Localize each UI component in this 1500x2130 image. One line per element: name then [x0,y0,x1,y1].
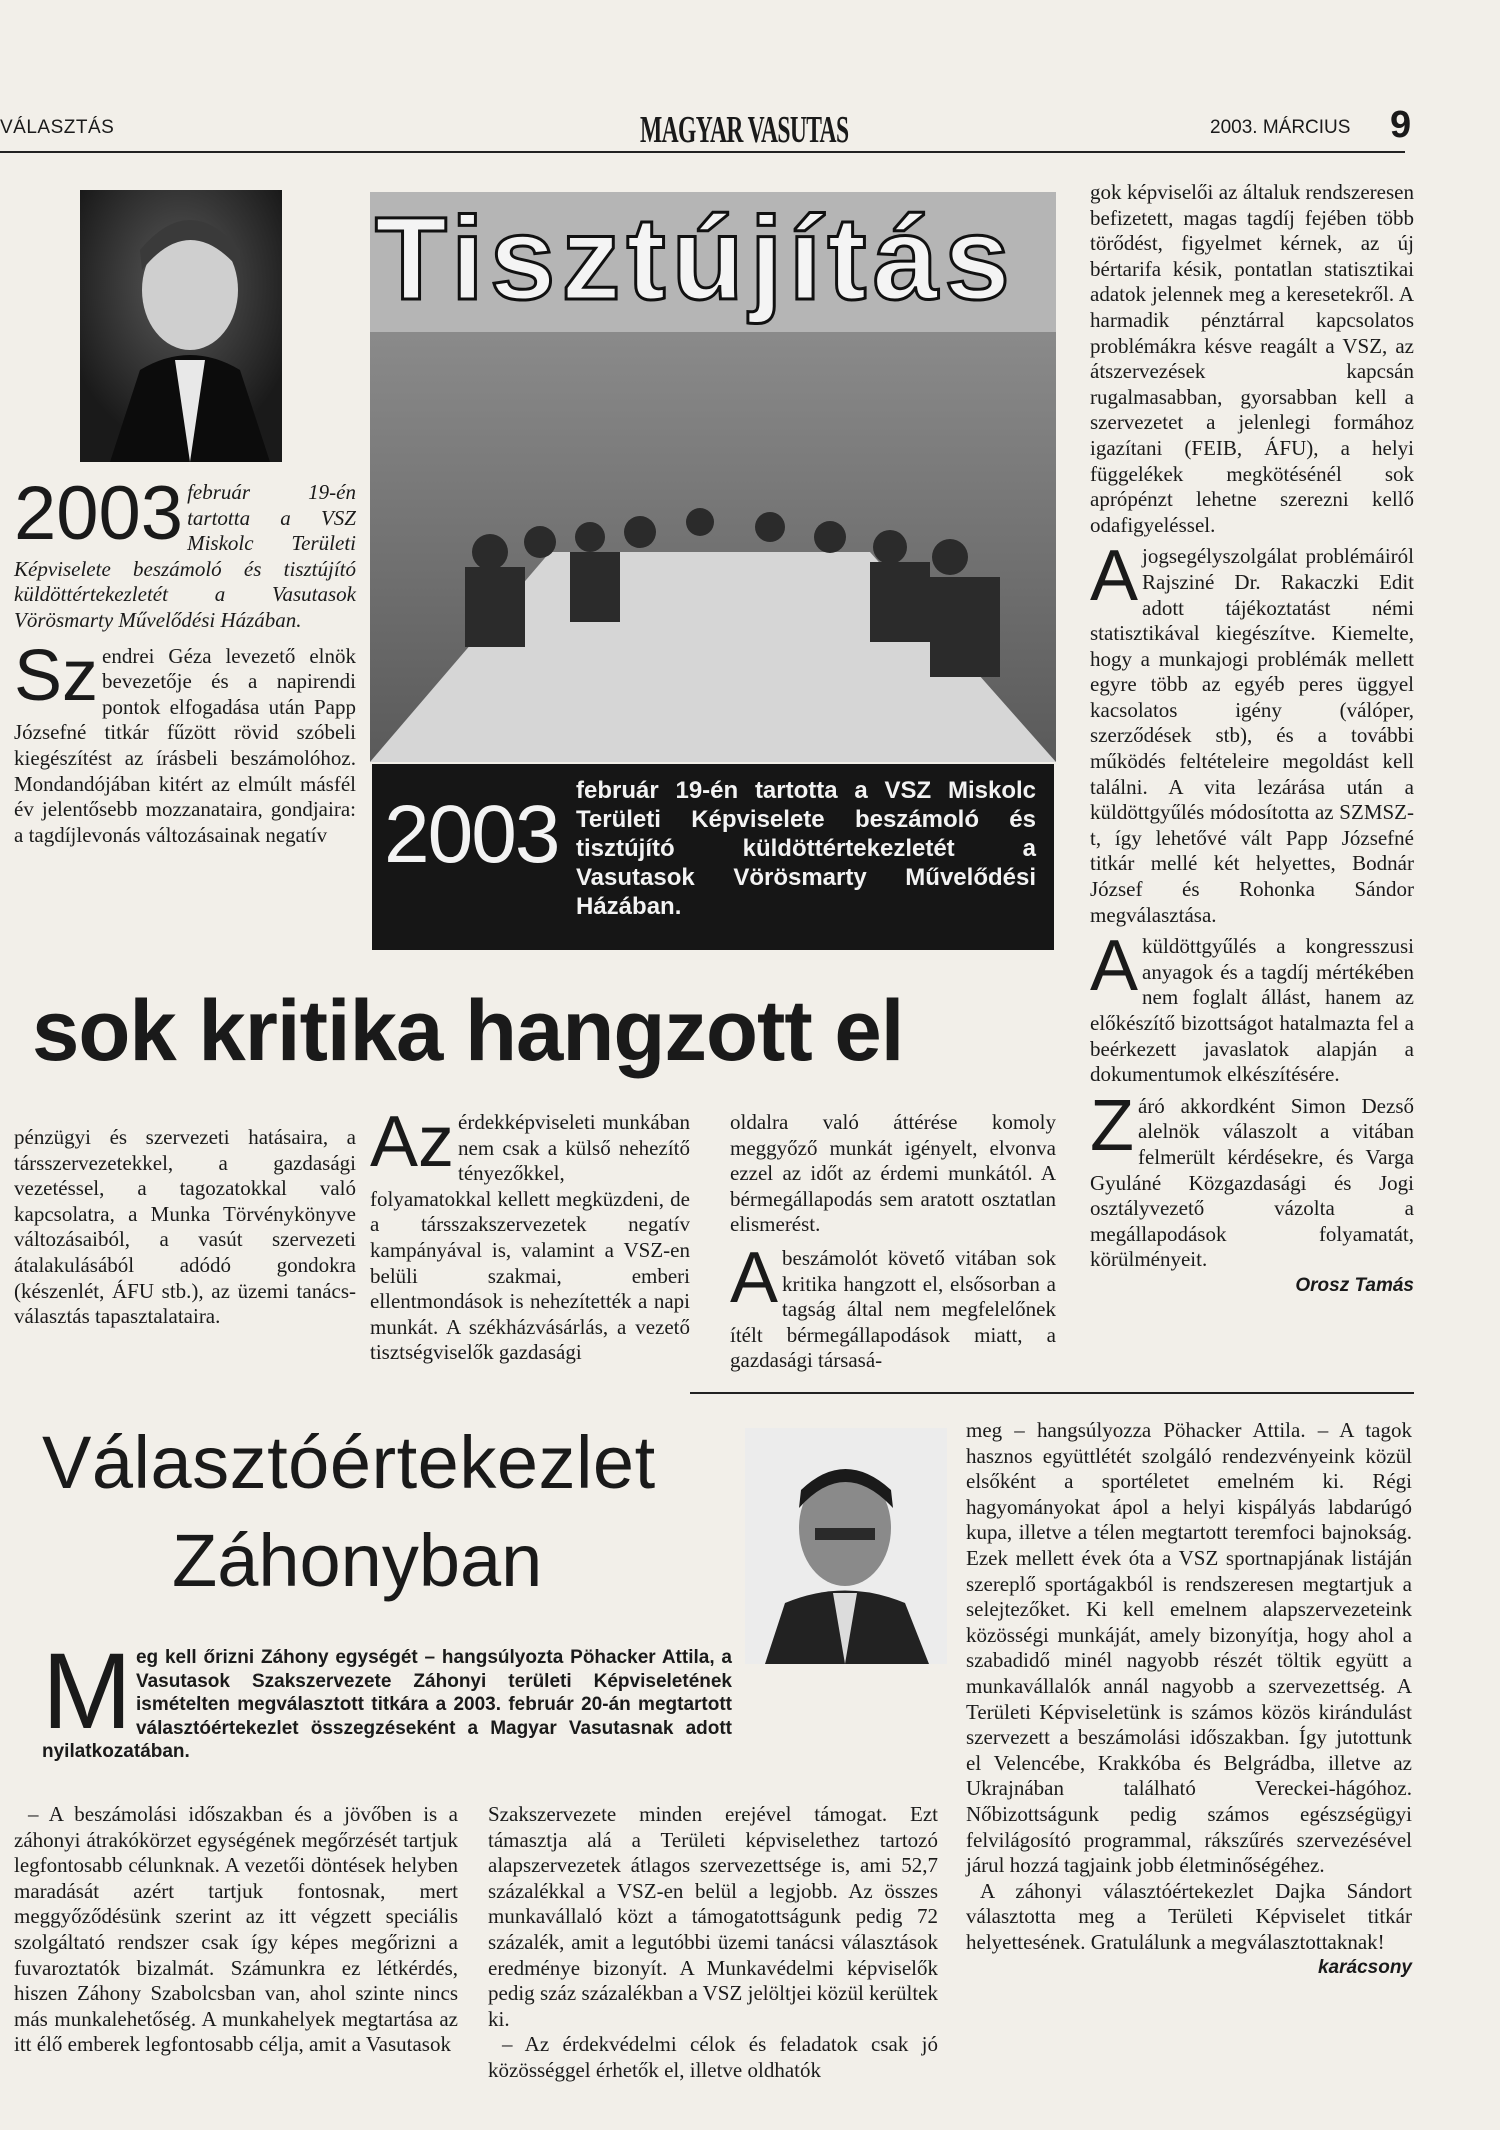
article2-column1 [14,1802,458,2058]
dropcap-a1: A [730,1237,779,1318]
dropcap-az: Az [370,1102,455,1182]
article2-col3-p1: meg – hangsúlyozza Pöhacker Attila. – A tagok hasznos együttlétét szolgáló rendezvényeink közül elsőként a sportéletet emelném ki. Régi hagyományokat ápol a helyi kispályás labdarúgó kupa, illetve a télen megtartott teremfoci bajnokság. Ezek mellett évek óta a VSZ sportnapjának listáján szereplő sportágakból is rendszeresen megtartjuk a selejtezőket. Ki kell emelnem alapszervezeteink közösségi munkáját, amely bizonyítja, hogy ahol a szabadidő minél nagyobb részét töltik együtt a munkavállalók annál nagyobb a szervezettség. A Területi Képviseletünk is számos közös kirándulást szervezett a beszámolási időszakban. Így jutottunk el Velencébe, Krakkóba és Belgrádba, illetve az Ukrajnában található Vereckei-hágóhoz. Nőbizottságunk pedig számos egészségügyi felvilágosító programmal, rákszűrés szervezésével járul hozzá tagjaink jobb életminőségéhez. [966,1418,1412,1878]
paragraph-erdekkepviseleti [370,1102,690,1366]
article1-column4 [1090,180,1414,1299]
article2-col2-p2: – Az érdekvédelmi célok és feladatok csak jó közösséggel érhetők el, illetve oldhatók [488,2032,938,2082]
lede-year: 2003 [384,789,559,880]
author-orosz: Orosz Tamás [1295,1274,1414,1296]
dropcap-m: M [42,1630,132,1751]
masthead: MAGYAR VASUTAS [640,109,849,151]
paragraph-kuldottgyules [1090,926,1414,1088]
paragraph-gok: gok képviselői az általuk rendszeresen befizetett, magas tagdíj fejében több törődést, figyelmet kérnek, az új bértarifa késik, pontatlan statisztikai adatok jelennek meg a keresetekről. A harmadik pénztárral kapcsolatos problémákra késve reagált a VSZ, az átszervezések kapcsán rugalmasabban, gyorsabban kell a szervezetet a jelenlegi formához igazítani (FEIB, ÁFU), a helyi függelékek megkötésénél sok aprópénzt lehetne szerezni kellő odafigyeléssel. [1090,180,1414,537]
paragraph-zaro-text: áró akkordként Simon Dezső alelnök válaszolt a vitában felmerült kérdésekre, és Varga Gyuláné Közgazdasági és Jogi osztályvezető vázolta a megállapodások folyamatát, körülményeit. [1090,1093,1414,1272]
article2-col2-p1: Szakszervezete minden erejével támogat. Ezt támasztja alá a Területi képviselethez tartozó alapszervezetek átlagos szervezettsége is, ami 52,7 százalékkal a VSZ-en belül a legjobb. Az összes munkavállaló közt a támogatottságunk pedig 72 százalék, amit a legutóbbi üzemi tanácsi választások eredménye bizonyít. A Munkavédelmi képviselők pedig száz százalékban a VSZ jelöltjei közül kerültek ki. [488,1802,938,2031]
portrait-photo-woman [80,190,282,462]
article-title-tisztujitas: Tisztújítás [375,193,1016,325]
article1-column1-top [14,471,356,848]
section-label: VÁLASZTÁS [0,117,115,138]
dropcap-a2: A [1090,536,1139,617]
page-number: 9 [1390,104,1412,146]
paragraph-jogsegely-text: jogsegélyszolgálat problémáiról Rajsziné Dr. Rakaczki Edit adott tájékoztatást némi statisztikával kiegészítve. Kiemelte, hogy a munkajogi problémák mellett egyre több az egyéb peres üggyel kacsolatos igény (válóper, szerződések stb), és a további működés feltételeire megoldást kell találni. A vita lezárása után a küldöttgyűlés módosította az SZMSZ-t, így lehetővé vált Papp Józsefné titkár mellé két helyettes, Bodnár József és Rohonka Sándor megválasztása. [1090,544,1414,927]
paragraph-beszamolot [730,1237,1056,1374]
headline-sok-kritika: sok kritika hangzott el [32,983,904,1079]
intro-year: 2003 [14,471,184,556]
paragraph-oldalra: oldalra való áttérése komoly meggyőző munkát igényelt, elvonva ezzel az időt az érdemi munkától. A bérmegállapodás sem aratott osztatlan elismerést. [730,1110,1056,1237]
lede-box [372,764,1054,950]
portrait-woman-image [80,190,282,462]
portrait-photo-man [745,1428,947,1664]
portrait-man-image [745,1428,947,1664]
paragraph-beszamolot-text: beszámolót követő vitában sok kritika hangzott el, elsősorban a tagság által nem megfelelőnek ítélt bérmegállapodások miatt, a gazdasági társasá- [730,1245,1056,1373]
paragraph-zaro [1090,1085,1414,1273]
issue-date: 2003. MÁRCIUS [1210,117,1351,138]
dropcap-a3: A [1090,926,1139,1007]
article2-title-line2: Záhonyban [172,1519,543,1602]
dropcap-z: Z [1090,1085,1134,1166]
intro-paragraph [14,471,356,634]
article2-column2 [488,1802,938,2084]
lede-text: február 19-én tartotta a VSZ Miskolc Területi Képviselete beszámoló és tisztújító küldöttértekezletét a Vasutasok Vörösmarty Művelődési Házában. [576,777,1036,920]
header-rule [0,151,1405,153]
article-divider [690,1392,1414,1394]
dropcap-sz: Sz [14,635,99,716]
paragraph-szendrei-text: endrei Géza levezető elnök bevezetője és a napirendi pontok elfogadása után Papp Józsefné titkár fűzött rövid szóbeli kiegészítést az írásbeli beszámolóhoz. Mondandójában kitért az elmúlt másfél év jelentősebb mozzanataira, gondjaira: a tagdíjlevonás változásainak negatív [14,643,356,847]
article2-lead [42,1630,732,1764]
article2-column3 [966,1418,1412,1981]
article1-column1-bottom [14,1125,356,1330]
article2-col3-p2: A záhonyi választóértekezlet Dajka Sándort választotta meg a Területi Képviselet titkár helyettesének. Gratulálunk a megválasztottaknak! [966,1878,1412,1954]
article1-column2 [370,1102,690,1366]
author-karacsony: karácsony [1317,1957,1412,1979]
article2-lead-text: eg kell őrizni Záhony egységét – hangsúlyozta Pöhacker Attila, a Vasutasok Szakszervezete Záhonyi területi Képviseletének ismételten megválasztott titkára a 2003. február 20-án megtartott választóértekezlet összegzéseként a Magyar Vasutasnak adott nyilatkozatában. [42,1647,732,1762]
paragraph-jogsegely [1090,536,1414,928]
article1-column3 [730,1110,1056,1374]
article2-title-line1: Választóértekezlet [42,1421,656,1504]
paragraph-kuldottgyules-text: küldöttgyűlés a kongresszusi anyagok és a tagdíj mértékében nem foglalt állást, hanem az előkészítő bizottságot hatalmazta fel a beérkezett javaslatok alapján a dokumentumok elkészítésére. [1090,934,1414,1087]
intro-text: február 19-én tartotta a VSZ Miskolc Területi Képviselete beszámoló és tisztújító küldöttértekezletét a Vasutasok Vörösmarty Művelődési Házában. [14,480,356,632]
paragraph-szendrei [14,635,356,849]
article2-col1-text: – A beszámolási időszakban és a jövőben is a záhonyi átrakókörzet egységének megőrzését tartjuk legfontosabb célunknak. A vezetői döntések helyben maradását azért tartjuk fontosnak, mert meggyőződésünk szerint az itt végzett speciális szolgáltató rendszer csak így képes megőrizni a fuvaroztatók bizalmát. Számunkra ez létkérdés, hiszen Záhony Szabolcsban van, ahol szinte nincs más munkalehetőség. A munkahelyek megtartása az itt élő emberek legfontosabb célja, amit a Vasutasok [14,1802,458,2057]
col1-continued: pénzügyi és szervezeti hatásaira, a társszervezetekkel, a gazdasági vezetéssel, a tagozatokkal való kapcsolatra, a Munka Törvénykönyve változásaiból, a vasút szervezeti átalakulásából adódó gondokra (készenlét, ÁFU stb.), az üzemi tanács-választás tapasztalataira. [14,1125,356,1329]
paragraph-erdekkepviseleti-text: érdekképviseleti munkában nem csak a külső nehezítő tényezőkkel, folyamatokkal kellett megküzdeni, de a társszakszervezetek negatív kampányával is, valamint a VSZ-en belüli szakmai, emberi ellentmondások is nehezítették a napi munkát. A székházvásárlás, a vezető tisztségviselők gazdasági [370,1110,690,1365]
